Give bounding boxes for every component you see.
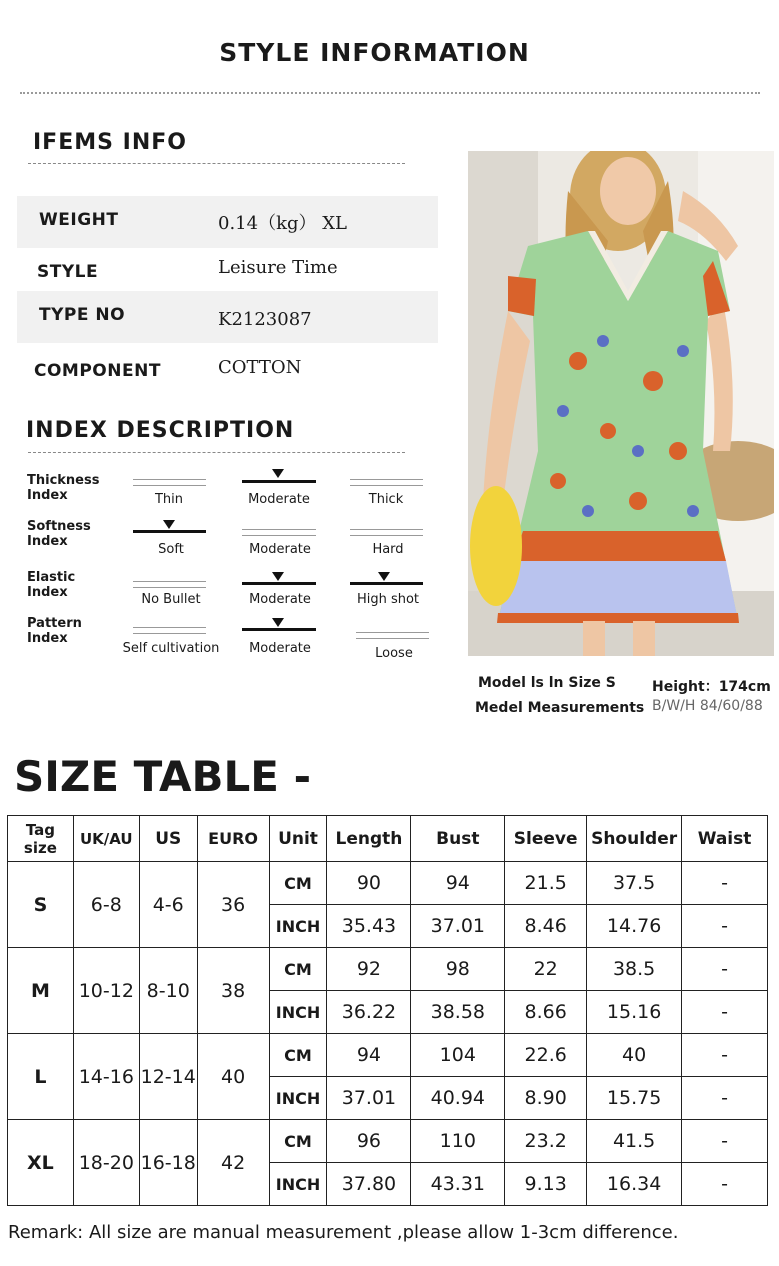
us-cell: 12-14 bbox=[139, 1034, 197, 1120]
bust-cell: 37.01 bbox=[411, 905, 505, 948]
bust-cell: 40.94 bbox=[411, 1077, 505, 1120]
thickness-option-thick: Thick bbox=[368, 492, 404, 507]
unit-cm-cell: CM bbox=[269, 1120, 327, 1163]
thickness-index-label: Thickness Index bbox=[27, 473, 100, 503]
model-height: Height：174cm bbox=[652, 679, 771, 695]
uk-au-cell: 14-16 bbox=[73, 1034, 139, 1120]
sleeve-cell: 21.5 bbox=[505, 862, 587, 905]
page-title: STYLE INFORMATION bbox=[219, 38, 530, 67]
euro-cell: 42 bbox=[197, 1120, 269, 1206]
header-euro: EURO bbox=[197, 816, 269, 862]
index-description-divider bbox=[28, 452, 405, 453]
elastic-moderate-marker-icon bbox=[272, 572, 284, 581]
us-cell: 16-18 bbox=[139, 1120, 197, 1206]
tag-size-cell: S bbox=[8, 862, 74, 948]
uk-au-cell: 18-20 bbox=[73, 1120, 139, 1206]
header-waist: Waist bbox=[682, 816, 768, 862]
elastic-option-moderate: Moderate bbox=[249, 592, 311, 607]
pattern-option-self-cultivation: Self cultivation bbox=[122, 641, 220, 656]
softness-hard-bar bbox=[350, 529, 423, 536]
header-uk-au: UK/AU bbox=[73, 816, 139, 862]
length-cell: 94 bbox=[327, 1034, 411, 1077]
info-row-weight bbox=[17, 196, 438, 248]
sleeve-cell: 9.13 bbox=[505, 1163, 587, 1206]
shoulder-cell: 41.5 bbox=[587, 1120, 682, 1163]
bust-cell: 104 bbox=[411, 1034, 505, 1077]
table-row bbox=[8, 1034, 768, 1077]
table-row bbox=[8, 948, 768, 991]
elastic-moderate-bar bbox=[242, 582, 316, 585]
info-row-type-no bbox=[17, 291, 438, 343]
thickness-marker-icon bbox=[272, 469, 284, 478]
model-photo bbox=[468, 151, 774, 656]
unit-inch-cell: INCH bbox=[269, 991, 327, 1034]
thickness-thin-bar bbox=[133, 479, 206, 486]
length-cell: 92 bbox=[327, 948, 411, 991]
thickness-option-thin: Thin bbox=[154, 492, 184, 507]
waist-cell: - bbox=[682, 862, 768, 905]
bust-cell: 38.58 bbox=[411, 991, 505, 1034]
elastic-high-shot-marker-icon bbox=[378, 572, 390, 581]
bust-cell: 98 bbox=[411, 948, 505, 991]
unit-cm-cell: CM bbox=[269, 948, 327, 991]
euro-cell: 40 bbox=[197, 1034, 269, 1120]
pattern-option-moderate: Moderate bbox=[249, 641, 311, 656]
waist-cell: - bbox=[682, 1120, 768, 1163]
type-no-label: TYPE NO bbox=[39, 305, 126, 325]
softness-marker-icon bbox=[163, 520, 175, 529]
shoulder-cell: 37.5 bbox=[587, 862, 682, 905]
shoulder-cell: 15.75 bbox=[587, 1077, 682, 1120]
shoulder-cell: 14.76 bbox=[587, 905, 682, 948]
bust-cell: 110 bbox=[411, 1120, 505, 1163]
softness-option-moderate: Moderate bbox=[249, 542, 311, 557]
title-divider bbox=[20, 92, 760, 94]
header-length: Length bbox=[327, 816, 411, 862]
table-row bbox=[8, 1120, 768, 1163]
model-measurements-label: Medel Measurements bbox=[475, 700, 645, 716]
model-bwh: B/W/H 84/60/88 bbox=[652, 698, 763, 714]
softness-moderate-bar bbox=[242, 529, 316, 536]
length-cell: 37.01 bbox=[327, 1077, 411, 1120]
info-row-component bbox=[17, 343, 438, 395]
index-description-heading: INDEX DESCRIPTION bbox=[26, 418, 295, 443]
sleeve-cell: 8.66 bbox=[505, 991, 587, 1034]
pattern-option-loose: Loose bbox=[375, 646, 413, 661]
header-sleeve: Sleeve bbox=[505, 816, 587, 862]
size-table bbox=[7, 815, 768, 1206]
waist-cell: - bbox=[682, 991, 768, 1034]
header-tag-size: Tag size bbox=[8, 816, 74, 862]
component-label: COMPONENT bbox=[34, 361, 161, 381]
length-cell: 96 bbox=[327, 1120, 411, 1163]
type-no-value: K2123087 bbox=[218, 309, 312, 330]
waist-cell: - bbox=[682, 1034, 768, 1077]
unit-inch-cell: INCH bbox=[269, 1077, 327, 1120]
table-row bbox=[8, 862, 768, 905]
pattern-index-label: Pattern Index bbox=[27, 616, 82, 646]
unit-cm-cell: CM bbox=[269, 862, 327, 905]
elastic-option-high-shot: High shot bbox=[356, 592, 420, 607]
unit-inch-cell: INCH bbox=[269, 905, 327, 948]
shoulder-cell: 40 bbox=[587, 1034, 682, 1077]
sleeve-cell: 22 bbox=[505, 948, 587, 991]
waist-cell: - bbox=[682, 1077, 768, 1120]
uk-au-cell: 10-12 bbox=[73, 948, 139, 1034]
style-label: STYLE bbox=[37, 262, 99, 282]
header-unit: Unit bbox=[269, 816, 327, 862]
elastic-high-shot-bar bbox=[350, 582, 423, 585]
bust-cell: 43.31 bbox=[411, 1163, 505, 1206]
weight-label: WEIGHT bbox=[39, 210, 119, 230]
euro-cell: 38 bbox=[197, 948, 269, 1034]
pattern-loose-bar bbox=[356, 632, 429, 639]
uk-au-cell: 6-8 bbox=[73, 862, 139, 948]
style-value: Leisure Time bbox=[218, 257, 338, 278]
unit-inch-cell: INCH bbox=[269, 1163, 327, 1206]
bust-cell: 94 bbox=[411, 862, 505, 905]
sleeve-cell: 8.90 bbox=[505, 1077, 587, 1120]
remark-text: Remark: All size are manual measurement ,please allow 1-3cm difference. bbox=[8, 1222, 679, 1243]
sleeve-cell: 22.6 bbox=[505, 1034, 587, 1077]
elastic-no-bullet-bar bbox=[133, 581, 206, 588]
header-us: US bbox=[139, 816, 197, 862]
items-info-heading: IFEMS INFO bbox=[33, 130, 187, 155]
softness-soft-bar bbox=[133, 530, 206, 533]
length-cell: 37.80 bbox=[327, 1163, 411, 1206]
length-cell: 90 bbox=[327, 862, 411, 905]
waist-cell: - bbox=[682, 948, 768, 991]
sleeve-cell: 8.46 bbox=[505, 905, 587, 948]
tag-size-cell: XL bbox=[8, 1120, 74, 1206]
pattern-moderate-bar bbox=[242, 628, 316, 631]
pattern-marker-icon bbox=[272, 618, 284, 627]
header-bust: Bust bbox=[411, 816, 505, 862]
length-cell: 36.22 bbox=[327, 991, 411, 1034]
size-table-title: SIZE TABLE - bbox=[14, 752, 312, 801]
model-size-label: Model ls ln Size S bbox=[478, 675, 616, 691]
thickness-thick-bar bbox=[350, 479, 423, 486]
us-cell: 4-6 bbox=[139, 862, 197, 948]
shoulder-cell: 16.34 bbox=[587, 1163, 682, 1206]
shoulder-cell: 38.5 bbox=[587, 948, 682, 991]
tag-size-cell: L bbox=[8, 1034, 74, 1120]
softness-option-hard: Hard bbox=[372, 542, 404, 557]
softness-index-label: Softness Index bbox=[27, 519, 91, 549]
size-table-header-row bbox=[8, 816, 768, 862]
model-dress-illustration bbox=[468, 151, 774, 656]
pattern-self-cultivation-bar bbox=[133, 627, 206, 634]
unit-cm-cell: CM bbox=[269, 1034, 327, 1077]
thickness-option-moderate: Moderate bbox=[248, 492, 310, 507]
elastic-option-no-bullet: No Bullet bbox=[141, 592, 201, 607]
waist-cell: - bbox=[682, 1163, 768, 1206]
sleeve-cell: 23.2 bbox=[505, 1120, 587, 1163]
softness-option-soft: Soft bbox=[158, 542, 184, 557]
us-cell: 8-10 bbox=[139, 948, 197, 1034]
euro-cell: 36 bbox=[197, 862, 269, 948]
items-info-divider bbox=[28, 163, 405, 164]
header-shoulder: Shoulder bbox=[587, 816, 682, 862]
length-cell: 35.43 bbox=[327, 905, 411, 948]
component-value: COTTON bbox=[218, 357, 302, 378]
thickness-moderate-bar bbox=[242, 480, 316, 483]
tag-size-cell: M bbox=[8, 948, 74, 1034]
shoulder-cell: 15.16 bbox=[587, 991, 682, 1034]
waist-cell: - bbox=[682, 905, 768, 948]
weight-value: 0.14（kg） XL bbox=[218, 213, 347, 234]
elastic-index-label: Elastic Index bbox=[27, 570, 76, 600]
